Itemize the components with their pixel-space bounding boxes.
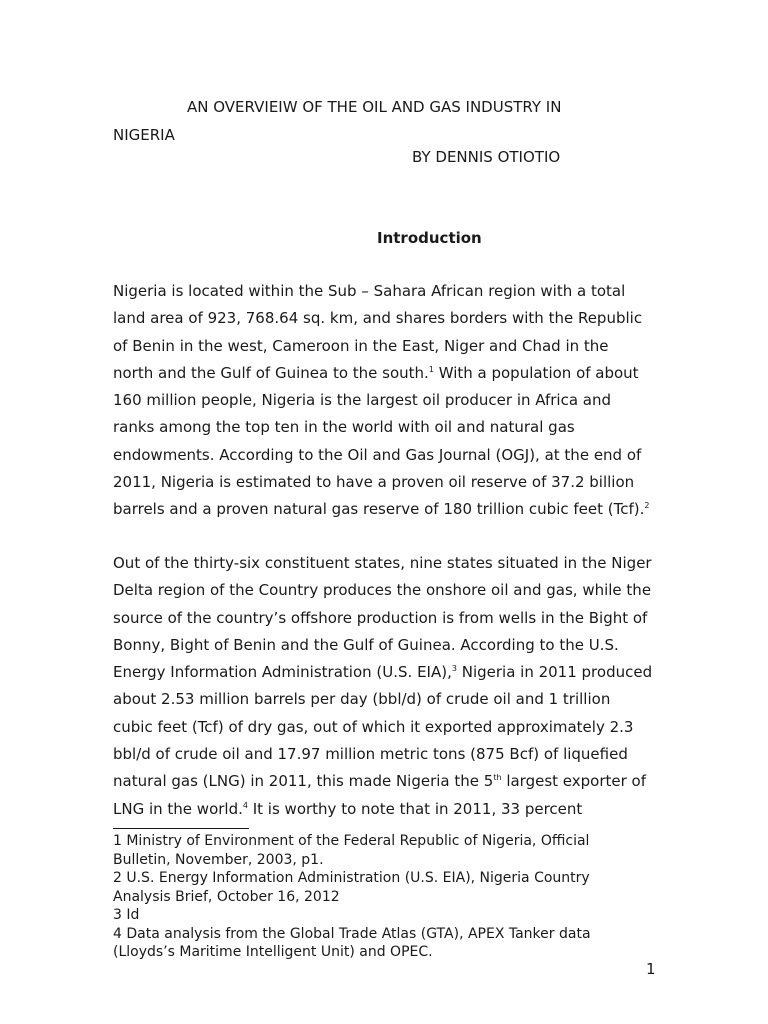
text-line [113, 605, 673, 632]
line-text: natural gas (LNG) in 2011, this made Nigeria the 5 [113, 772, 494, 791]
footnote [113, 906, 673, 925]
footnotes-list [113, 832, 673, 962]
section-heading: Introduction [377, 229, 482, 247]
line-text: 160 million people, Nigeria is the largest oil producer in Africa and [113, 391, 612, 410]
footnote-text: Bulletin, November, 2003, p1. [113, 851, 324, 868]
text-line [113, 714, 673, 741]
text-line [113, 360, 673, 387]
text-line [113, 442, 673, 469]
line-text: ranks among the top ten in the world with oil and natural gas [113, 418, 575, 437]
line-text: Energy Information Administration (U.S. EIA), [113, 663, 452, 682]
text-line [113, 632, 673, 659]
footnote-text: (Lloyds’s Maritime Intelligent Unit) and OPEC. [113, 944, 433, 960]
line-text: endowments. According to the Oil and Gas Journal (OGJ), at the end of [113, 445, 642, 464]
footnote-marker[interactable]: 1 [428, 364, 434, 374]
line-text: about 2.53 million barrels per day (bbl/d) of crude oil and 1 trillion [113, 690, 611, 709]
line-text: 2011, Nigeria is estimated to have a proven oil reserve of 37.2 billion [113, 473, 635, 492]
line-text-tail: Nigeria in 2011 produced [456, 663, 653, 682]
line-text: cubic feet (Tcf) of dry gas, out of which it exported approximately 2.3 [113, 717, 634, 736]
footnote [113, 869, 673, 906]
footnote-text: 1 Ministry of Environment of the Federal Republic of Nigeria, Official [113, 833, 590, 849]
line-text: land area of 923, 768.64 sq. km, and shares borders with the Republic [113, 309, 643, 328]
author-byline: BY DENNIS OTIOTIO [412, 148, 561, 166]
footnote-marker[interactable]: th [493, 773, 502, 783]
line-text: barrels and a proven natural gas reserve of 180 trillion cubic feet (Tcf). [113, 500, 645, 519]
footnote [113, 832, 673, 869]
text-line [113, 278, 673, 305]
footnote-separator [113, 828, 249, 829]
footnote-marker[interactable]: 4 [242, 800, 248, 810]
line-text: Nigeria is located within the Sub – Sahara African region with a total [113, 282, 626, 300]
line-text: LNG in the world. [113, 799, 243, 818]
text-line [113, 550, 673, 577]
footnote-text: Analysis Brief, October 16, 2012 [113, 888, 340, 905]
text-line [113, 469, 673, 496]
document-title [113, 93, 673, 149]
line-text: bbl/d of crude oil and 17.97 million metric tons (875 Bcf) of liquefied [113, 745, 628, 764]
text-line [113, 577, 673, 604]
title-line-1: AN OVERVIEIW OF THE OIL AND GAS INDUSTRY IN [187, 98, 562, 116]
footnote [113, 925, 673, 962]
paragraph-2 [113, 550, 673, 823]
text-line [113, 659, 673, 686]
line-text: Delta region of the Country produces the onshore oil and gas, while the [113, 581, 652, 600]
line-text-tail: It is worthy to note that in 2011, 33 percent [247, 799, 583, 818]
text-line [113, 741, 673, 768]
text-line [113, 414, 673, 441]
footnote-text: 2 U.S. Energy Information Administration (U.S. EIA), Nigeria Country [113, 870, 590, 886]
text-line [113, 686, 673, 713]
text-line [113, 305, 673, 332]
text-line [113, 387, 673, 414]
line-text-tail: With a population of about [433, 363, 639, 382]
paragraph-1 [113, 278, 673, 524]
page-number: 1 [646, 960, 656, 978]
line-text: north and the Gulf of Guinea to the south. [113, 363, 429, 382]
line-text-tail: largest exporter of [501, 772, 647, 791]
line-text: Out of the thirty-six constituent states, nine states situated in the Niger [113, 554, 652, 572]
footnote-text: 3 Id [113, 907, 140, 923]
footnote-marker[interactable]: 2 [644, 501, 650, 511]
footnote-text: 4 Data analysis from the Global Trade Atlas (GTA), APEX Tanker data [113, 925, 591, 942]
text-line [113, 796, 673, 823]
footnote-marker[interactable]: 3 [451, 664, 457, 674]
line-text: Bonny, Bight of Benin and the Gulf of Guinea. According to the U.S. [113, 635, 619, 654]
text-line [113, 496, 673, 523]
text-line [113, 768, 673, 795]
text-line [113, 333, 673, 360]
line-text: source of the country’s offshore production is from wells in the Bight of [113, 608, 648, 627]
line-text: of Benin in the west, Cameroon in the East, Niger and Chad in the [113, 336, 609, 355]
title-line-2: NIGERIA [113, 126, 175, 144]
